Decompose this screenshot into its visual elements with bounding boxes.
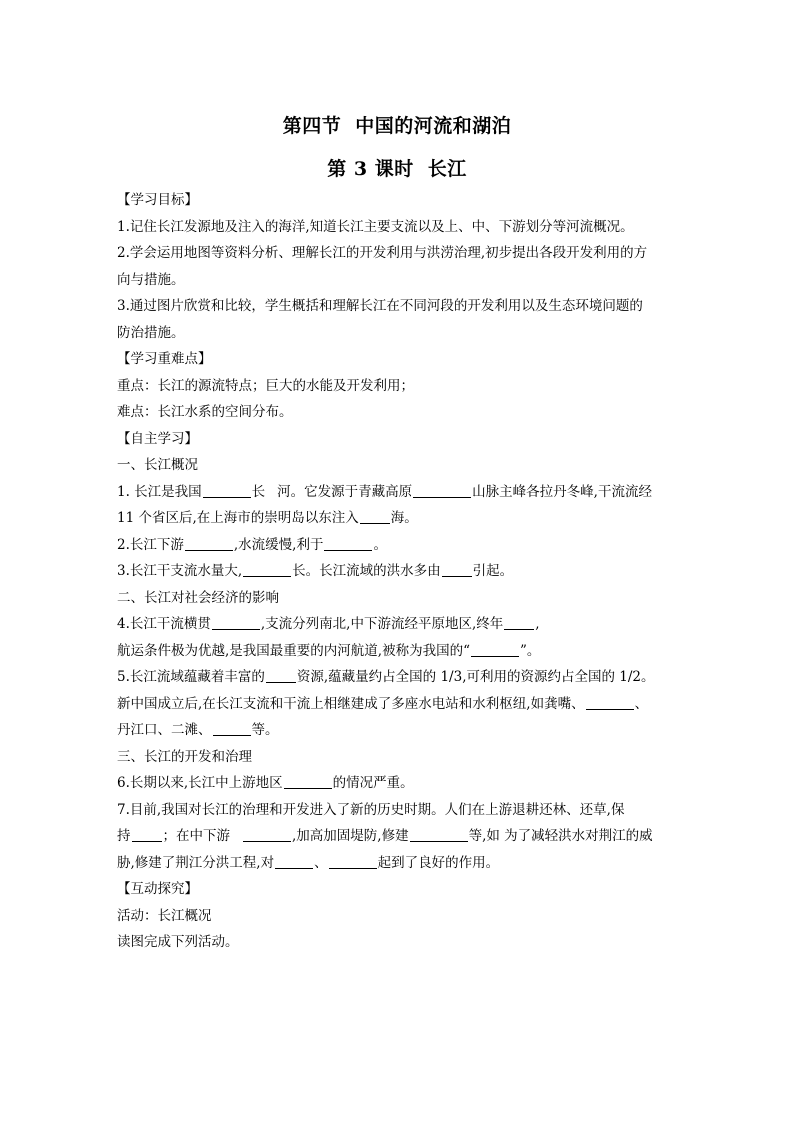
fill-blank[interactable]	[203, 483, 251, 498]
fill-blank[interactable]	[243, 827, 291, 842]
heading-interactive: 【互动探究】	[117, 881, 198, 897]
heading-key-points: 【学习重难点】	[117, 351, 212, 367]
question-5-line-1: 5.长江流域蕴藏着丰富的 资源,蕴藏量约占全国的 1/3,可利用的资源约占全国的 1/2。	[117, 669, 655, 685]
goal-1: 1.记住长江发源地及注入的海洋,知道长江主要支流以及上、中、下游划分等河流概况。	[117, 218, 634, 235]
fill-blank[interactable]	[324, 536, 372, 551]
goal-3-line-1: 3.通过图片欣赏和比较，学生概括和理解长江在不同河段的开发利用以及生态环境问题的	[117, 298, 643, 314]
question-2: 2.长江下游 ,水流缓慢,利于 。	[117, 536, 387, 553]
fill-blank[interactable]	[213, 721, 251, 736]
question-7-line-3: 胁,修建了荆江分洪工程,对 、 起到了良好的作用。	[117, 854, 500, 871]
fill-blank[interactable]	[410, 827, 468, 842]
question-1-line-1: 1. 长江是我国 长 河。它发源于青藏高原 山脉主峰各拉丹冬峰,干流流经	[117, 483, 652, 500]
part-3-heading: 三、长江的开发和治理	[117, 748, 252, 765]
fill-blank[interactable]	[132, 827, 162, 842]
fill-blank[interactable]	[360, 509, 390, 524]
activity-title: 活动：长江概况	[117, 907, 212, 924]
lesson-title: 第 3 课时 长江	[327, 158, 467, 180]
fill-blank[interactable]	[586, 695, 634, 710]
fill-blank[interactable]	[504, 615, 534, 630]
activity-instruction: 读图完成下列活动。	[117, 934, 239, 950]
question-4-line-1: 4.长江干流横贯 ,支流分列南北,中下游流经平原地区,终年 ,	[117, 616, 540, 632]
fill-blank[interactable]	[275, 854, 313, 869]
fill-blank[interactable]	[243, 562, 291, 577]
document-page	[117, 112, 677, 956]
difficult-point: 难点：长江水系的空间分布。	[117, 404, 293, 420]
fill-blank[interactable]	[266, 668, 296, 683]
question-5-line-3: 丹江口、二滩、 等。	[117, 722, 279, 738]
key-point: 重点：长江的源流特点；巨大的水能及开发利用；	[117, 377, 414, 394]
goal-2-line-2: 向与措施。	[117, 271, 185, 288]
part-1-heading: 一、长江概况	[117, 457, 198, 473]
goal-2-line-1: 2.学会运用地图等资料分析、理解长江的开发利用与洪涝治理,初步提出各段开发利用的方	[117, 245, 648, 261]
question-6: 6.长期以来,长江中上游地区 的情况严重。	[117, 775, 414, 791]
goal-3-line-2: 防治措施。	[117, 324, 185, 341]
question-7-line-1: 7.目前,我国对长江的治理和开发进入了新的历史时期。人们在上游退耕还林、还草,保	[117, 801, 625, 818]
fill-blank[interactable]	[284, 774, 332, 789]
question-1-line-2: 11 个省区后,在上海市的崇明岛以东注入 海。	[117, 510, 418, 526]
part-2-heading: 二、长江对社会经济的影响	[117, 589, 279, 606]
heading-self-study: 【自主学习】	[117, 430, 198, 447]
fill-blank[interactable]	[471, 642, 519, 657]
fill-blank[interactable]	[442, 562, 472, 577]
question-3: 3.长江干支流水量大, 长。长江流域的洪水多由 引起。	[117, 563, 514, 579]
section-title: 第四节 中国的河流和湖泊	[282, 115, 512, 137]
heading-learning-goals: 【学习目标】	[117, 192, 198, 208]
fill-blank[interactable]	[413, 483, 471, 498]
fill-blank[interactable]	[212, 615, 260, 630]
fill-blank[interactable]	[329, 854, 377, 869]
fill-blank[interactable]	[185, 536, 233, 551]
question-4-line-2: 航运条件极为优越,是我国最重要的内河航道,被称为我国的“ ”。	[117, 642, 541, 659]
question-5-line-2: 新中国成立后,在长江支流和干流上相继建成了多座水电站和水利枢纽,如龚嘴、 、	[117, 695, 649, 712]
question-7-line-2: 持 ；在中下游 ,加高加固堤防,修建 等,如 为了减轻洪水对荆江的威	[117, 828, 653, 844]
